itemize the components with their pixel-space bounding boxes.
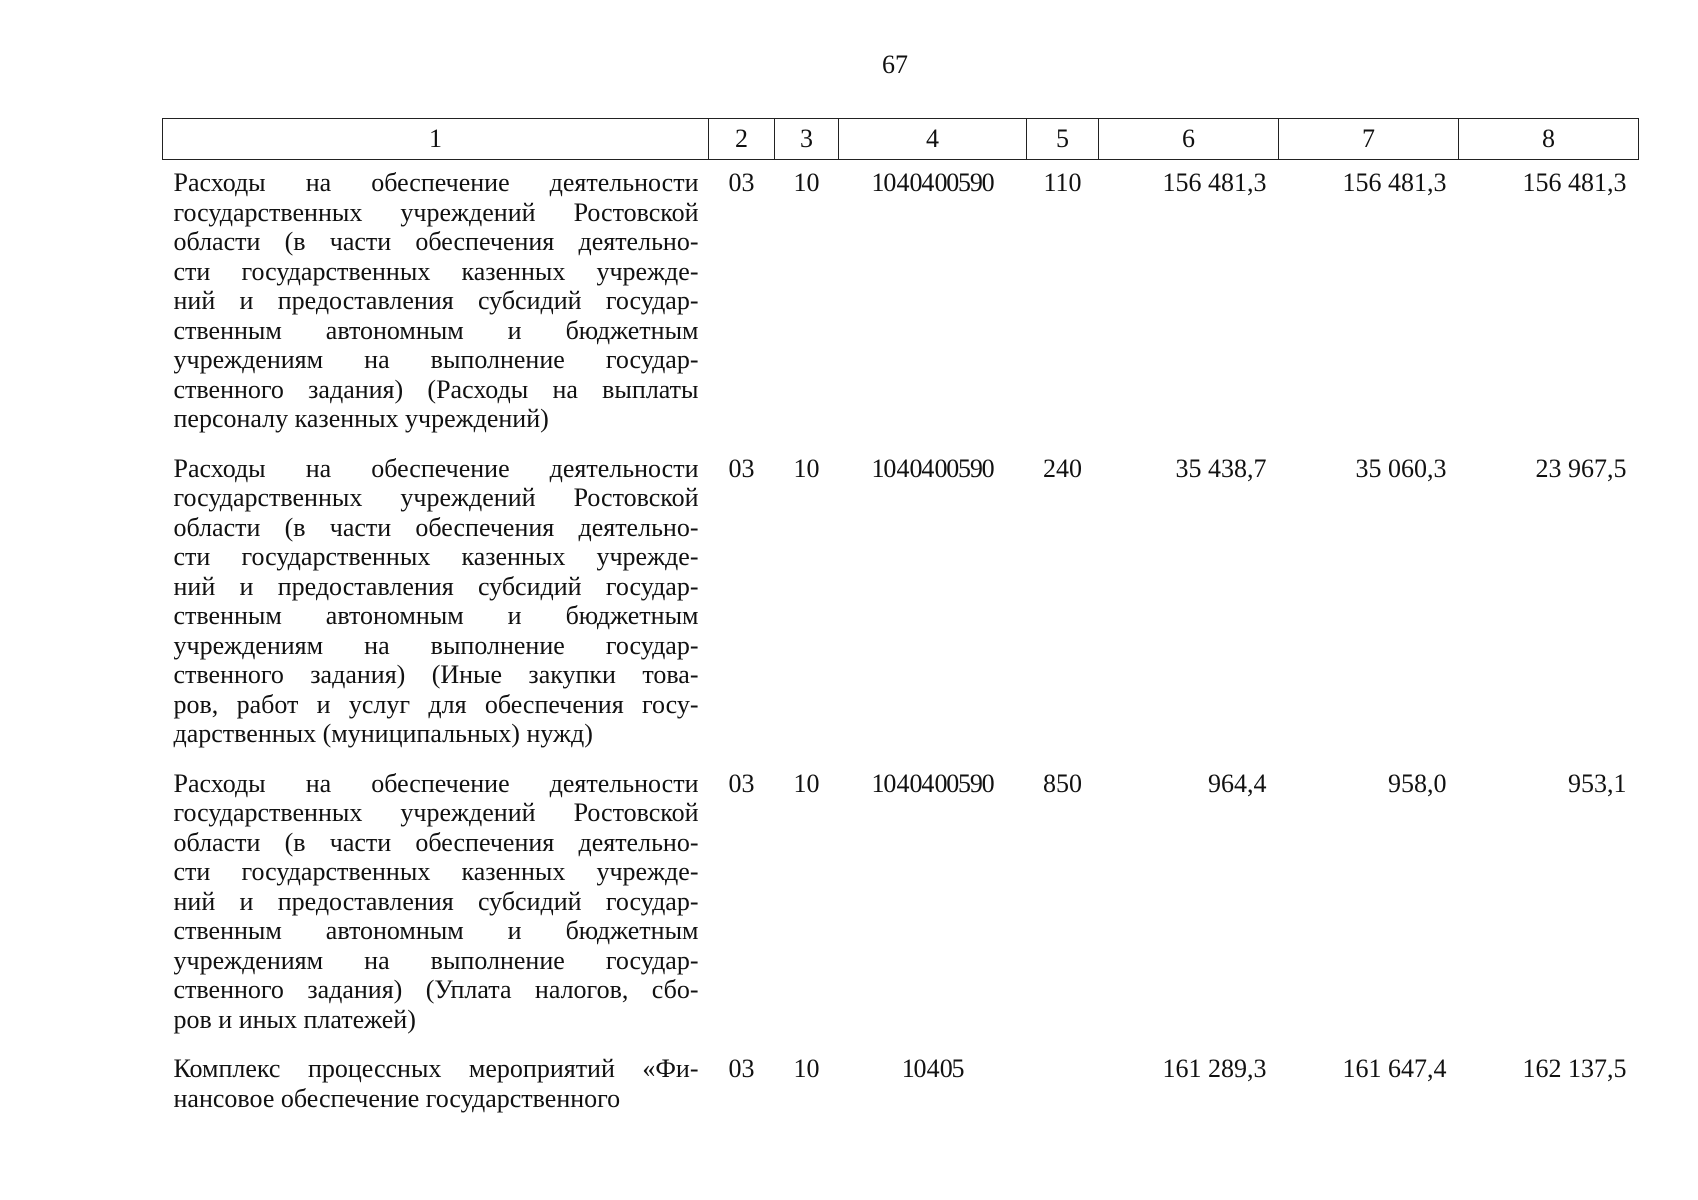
budget-table: [162, 118, 1639, 1125]
description-line: Расходы на обеспечение деятельности: [173, 168, 699, 197]
column-header-6: 6: [1099, 119, 1279, 160]
target-article-code: 10 4 04 00590: [871, 768, 994, 798]
expense-type-code: [1027, 1046, 1099, 1125]
subsection-code: 10: [793, 768, 820, 798]
table-header: [163, 119, 1639, 160]
table-body: [163, 160, 1639, 1126]
header-row: [163, 119, 1639, 160]
column-header-2: 2: [709, 119, 775, 160]
column-header-1: 1: [163, 119, 709, 160]
description-line: сти государственных казенных учрежде-: [173, 256, 699, 286]
description-line: ственным автономным и бюджетным: [173, 601, 699, 630]
column-header-4: 4: [839, 119, 1027, 160]
amount-year-2: 958,0: [1388, 768, 1447, 798]
description-line: области (в части обеспечения деятельно-: [173, 512, 699, 542]
amount-year-3: 23 967,5: [1535, 453, 1627, 483]
description-line: государственных учреждений Ростовской: [173, 798, 699, 827]
row-description: [163, 160, 709, 446]
amount-year-1: 964,4: [1208, 768, 1267, 798]
description-line: ний и предоставления субсидий государ-: [173, 286, 699, 315]
description-line: учреждениям на выполнение государ-: [173, 945, 699, 975]
description-line: персоналу казенных учреждений): [173, 404, 549, 433]
table-row: [163, 160, 1639, 446]
description-line: сти государственных казенных учрежде-: [173, 542, 699, 571]
description-line: ний и предоставления субсидий государ-: [173, 571, 699, 601]
description-line: ственного задания) (Расходы на выплаты: [173, 374, 699, 404]
description-line: ров, работ и услуг для обеспечения госу-: [173, 689, 699, 719]
section-code: 03: [728, 168, 755, 197]
table-row: [163, 446, 1639, 761]
section-code: 03: [728, 1054, 755, 1083]
amount-year-3: 156 481,3: [1522, 168, 1627, 197]
description-line: нансовое обеспечение государственного: [173, 1083, 621, 1113]
subsection-code: 10: [793, 1054, 820, 1083]
table-row: [163, 761, 1639, 1047]
row-description: [163, 1046, 709, 1125]
subsection-code: 10: [793, 168, 820, 197]
column-header-7: 7: [1279, 119, 1459, 160]
description-line: области (в части обеспечения деятельно-: [173, 227, 699, 256]
amount-year-1: 161 289,3: [1162, 1054, 1267, 1083]
column-header-8: 8: [1459, 119, 1639, 160]
amount-year-2: 156 481,3: [1342, 168, 1447, 197]
description-line: ственным автономным и бюджетным: [173, 315, 699, 345]
expense-type-code: 240: [1043, 453, 1082, 483]
amount-year-3: 162 137,5: [1522, 1054, 1627, 1083]
amount-year-1: 35 438,7: [1175, 453, 1267, 483]
description-line: Расходы на обеспечение деятельности: [173, 453, 699, 483]
subsection-code: 10: [793, 453, 820, 483]
description-line: учреждениям на выполнение государ-: [173, 345, 699, 374]
section-code: 03: [728, 453, 755, 483]
page-number: 67: [882, 50, 908, 79]
target-article-code: 10 4 04 00590: [871, 453, 994, 483]
amount-year-3: 953,1: [1568, 768, 1627, 798]
description-line: учреждениям на выполнение государ-: [173, 630, 699, 660]
description-line: области (в части обеспечения деятельно-: [173, 827, 699, 857]
column-header-3: 3: [775, 119, 839, 160]
column-header-5: 5: [1027, 119, 1099, 160]
table-row: [163, 1046, 1639, 1125]
row-description: [163, 761, 709, 1047]
description-line: государственных учреждений Ростовской: [173, 483, 699, 512]
description-line: ственного задания) (Уплата налогов, сбо-: [173, 975, 699, 1004]
amount-year-1: 156 481,3: [1162, 168, 1267, 197]
description-line: Комплекс процессных мероприятий «Фи-: [173, 1054, 699, 1083]
description-line: ственного задания) (Иные закупки това-: [173, 660, 699, 689]
expense-type-code: 850: [1043, 768, 1082, 798]
description-line: ственным автономным и бюджетным: [173, 916, 699, 945]
description-line: Расходы на обеспечение деятельности: [173, 768, 699, 798]
amount-year-2: 161 647,4: [1342, 1054, 1447, 1083]
row-description: [163, 446, 709, 761]
description-line: ний и предоставления субсидий государ-: [173, 886, 699, 916]
description-line: государственных учреждений Ростовской: [173, 197, 699, 227]
expense-type-code: 110: [1043, 168, 1082, 197]
description-line: сти государственных казенных учрежде-: [173, 857, 699, 886]
amount-year-2: 35 060,3: [1355, 453, 1447, 483]
target-article-code: 10 4 05: [901, 1054, 964, 1083]
section-code: 03: [728, 768, 755, 798]
description-line: ров и иных платежей): [173, 1004, 416, 1034]
target-article-code: 10 4 04 00590: [871, 168, 994, 197]
description-line: дарственных (муниципальных) нужд): [173, 719, 593, 748]
